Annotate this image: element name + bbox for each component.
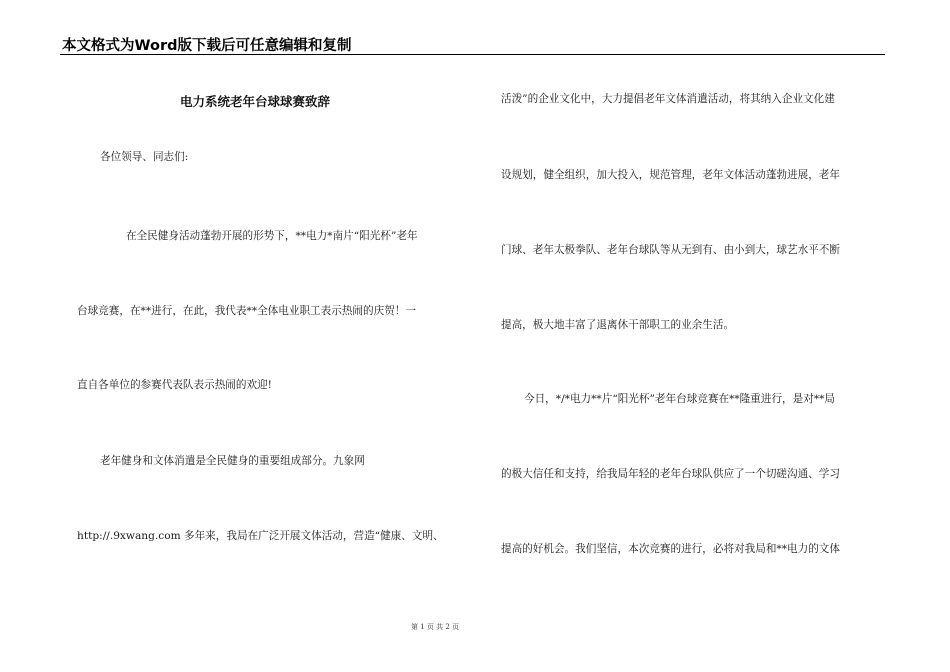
paragraph-line: 设规划，健全组织，加大投入，规范管理，老年文体活动蓬勃进展，老年 [501,169,840,181]
page-number: 第 1 页 共 2 页 [410,623,460,631]
paragraph-line: 提高，极大地丰富了退离休干部职工的业余生活。 [501,319,735,331]
paragraph-line: 老年健身和文体消遣是全民健身的重要组成部分。九象网 [100,455,365,467]
paragraph-line: 各位领导、同志们: [100,151,189,163]
paragraph-line: 在全民健身活动蓬勃开展的形势下，**电力*南片“阳光杯”老年 [126,230,418,242]
document-title: 电力系统老年台球球赛致辞 [180,94,331,109]
paragraph-line: 台球竞赛，在**进行，在此，我代表**全体电业职工表示热闹的庆贺！一 [77,305,416,317]
paragraph-line: 直自各单位的参赛代表队表示热闹的欢迎! [77,379,272,391]
header-divider [60,54,885,55]
paragraph-line: 门球、老年太极拳队、老年台球队等从无到有、由小到大，球艺水平不断 [501,244,840,256]
paragraph-line: 提高的好机会。我们坚信，本次竞赛的进行，必将对我局和**电力的文体 [501,543,840,555]
paragraph-line: 活泼”的企业文化中，大力提倡老年文体消遣活动，将其纳入企业文化建 [501,93,835,105]
document-header-note: 本文格式为Word版下载后可任意编辑和复制 [62,38,352,54]
paragraph-line: http://.9xwang.com 多年来，我局在广泛开展文体活动，营造“健康、文明、 [77,530,444,542]
paragraph-line: 今日，*/*电力**片“阳光杯”老年台球竞赛在**隆重进行，是对**局 [524,393,836,405]
paragraph-line: 的极大信任和支持，给我局年轻的老年台球队供应了一个切磋沟通、学习 [501,468,840,480]
